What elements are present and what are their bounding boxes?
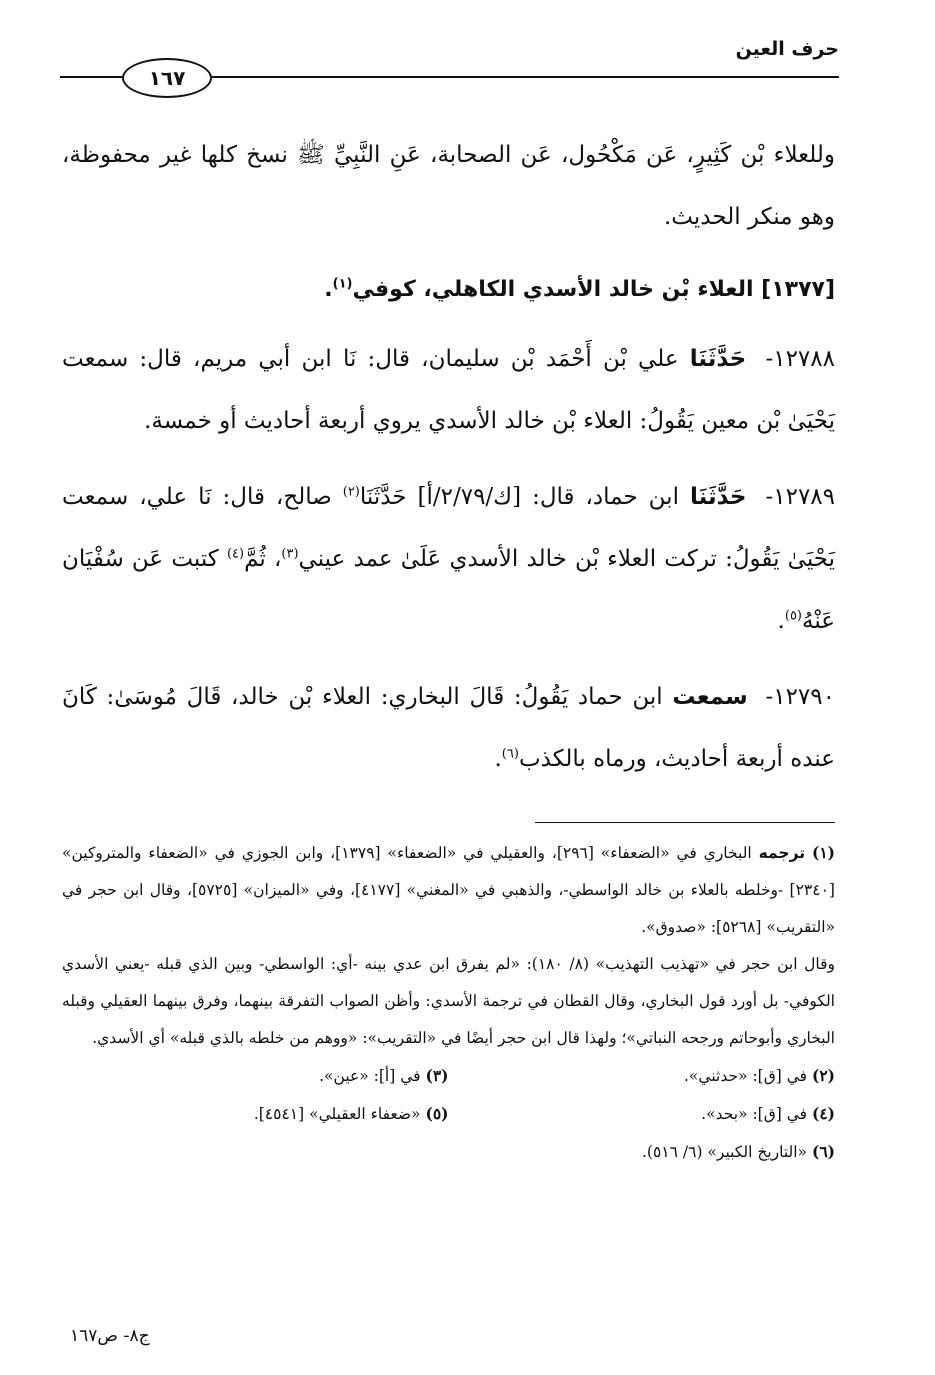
chapter-title: حرف العين xyxy=(735,38,839,60)
footnote-label: (٤) xyxy=(811,1104,835,1123)
narration-number: ١٢٧٨٩- xyxy=(765,484,836,510)
narration-text-b: صالح، قال: نَا علي، سمعت يَحْيَىٰ يَقُولُ: تركت العلاء بْن خالد الأسدي عَلَىٰ عمد عيني xyxy=(62,484,836,572)
footnote-2 xyxy=(449,1057,836,1095)
narration-text: ابن حماد يَقُولُ: قَالَ البخاري: العلاء بْن خالد، قَالَ مُوسَىٰ: كَانَ عنده أربعة أحاديث، ورماه بالكذب xyxy=(62,684,835,772)
entry-heading xyxy=(62,262,835,318)
footnote-row xyxy=(62,1095,835,1133)
footnote-ref-3: (٣) xyxy=(281,546,299,562)
narration-12790 xyxy=(62,666,835,790)
footnote-5 xyxy=(62,1095,449,1133)
narration-number: ١٢٧٨٨- xyxy=(765,346,835,372)
footnote-6 xyxy=(62,1133,835,1171)
footnote-label: (٣) xyxy=(425,1066,449,1085)
footnote-ref-5: (٥) xyxy=(784,608,802,624)
narration-number: ١٢٧٩٠- xyxy=(765,684,835,710)
narration-text-a: ابن حماد، قال: [ك/٢/٧٩/أ] حَدَّثَنَا xyxy=(359,484,679,510)
footnote-keyword: ترجمه xyxy=(758,844,806,862)
footnote-label: (٦) xyxy=(811,1142,835,1161)
entry-heading-tail: . xyxy=(324,277,333,302)
narration-keyword: حَدَّثَنَا xyxy=(689,484,747,510)
page-number: ١٦٧ xyxy=(122,58,212,98)
narration-12789 xyxy=(62,466,835,652)
footnote-text: «ضعفاء العقيلي» [٤٥٤١]. xyxy=(253,1105,421,1123)
narration-text-e: . xyxy=(777,608,785,634)
entry-heading-text: [١٣٧٧] العلاء بْن خالد الأسدي الكاهلي، كوفي xyxy=(352,277,835,302)
footnote-text: في [ق]: «بحد». xyxy=(701,1105,808,1123)
footnote-row xyxy=(62,1133,835,1171)
footnote-3 xyxy=(62,1057,449,1095)
footnote-ref-4: (٤) xyxy=(226,546,245,562)
narration-text: علي بْن أَحْمَد بْن سليمان، قال: نَا ابن أبي مريم، قال: سمعت يَحْيَىٰ بْن معين يَقُولُ: العلاء بْن خالد الأسدي يروي أربعة أحاديث أو خمسة. xyxy=(62,346,835,434)
intro-paragraph: وللعلاء بْن كَثِيرٍ، عَن مَكْحُول، عَن الصحابة، عَنِ النَّبِيِّ ﷺ نسخ كلها غير محفوظة، وهو منكر الحديث. xyxy=(62,142,835,230)
footnote-ref-2: (٢) xyxy=(342,484,360,500)
footnote-text: في [ق]: «حدثني». xyxy=(684,1067,808,1085)
footnote-row xyxy=(62,1057,835,1095)
footnotes xyxy=(62,834,835,1171)
narration-tail: . xyxy=(494,746,502,772)
narration-text-c: ، ثُمَّ xyxy=(244,546,282,572)
footnote-ref-1: (١) xyxy=(332,276,353,292)
footnote-ref-6: (٦) xyxy=(501,746,519,762)
narration-12788 xyxy=(62,328,835,452)
footnote-text: البخاري في «الضعفاء» [٢٩٦]، والعقيلي في «الضعفاء» [١٣٧٩]، وابن الجوزي في «الضعفاء والمتروكين» [٢٣٤٠] -وخلطه بالعلاء بن خالد الواسطي-، والذهبي في «المغني» [٤١٧٧]، وفي «الميزان» [٥٧٢٥]، وقال ابن حجر في «التقريب» [٥٢٦٨]: «صدوق». xyxy=(62,844,835,936)
footnote-label: (٢) xyxy=(811,1066,835,1085)
narration-keyword: سمعت xyxy=(672,684,748,710)
footnote-1 xyxy=(62,834,835,1057)
footnote-4 xyxy=(449,1095,836,1133)
footnote-text: «التاريخ الكبير» (٦/ ٥١٦). xyxy=(641,1143,808,1161)
narration-text-d: كتبت عَن سُفْيَان عَنْهُ xyxy=(62,546,835,634)
footnote-text-continued: وقال ابن حجر في «تهذيب التهذيب» (٨/ ١٨٠): «لم يفرق ابن عدي بينه -أي: الواسطي- وبين الذي قبله -يعني الأسدي الكوفي- بل أورد قول البخاري، وقال القطان في ترجمة الأسدي: وأظن الصواب التفرقة بينهما، وفرق بينهما العقيلي وقبله البخاري وأبوحاتم ورجحه النباتي»؛ ولهذا قال ابن حجر أيضًا في «التقريب»: «ووهم من خلطه بالذي قبله» أي الأسدي. xyxy=(62,955,835,1047)
footnote-separator xyxy=(535,822,835,823)
footnote-text: في [أ]: «عين». xyxy=(319,1067,421,1085)
footnote-label: (١) xyxy=(811,843,835,862)
footnote-label: (٥) xyxy=(425,1104,449,1123)
volume-page-signature: ج٨- ص١٦٧ xyxy=(70,1326,150,1346)
narration-keyword: حَدَّثَنَا xyxy=(689,346,747,372)
main-text xyxy=(62,124,835,810)
